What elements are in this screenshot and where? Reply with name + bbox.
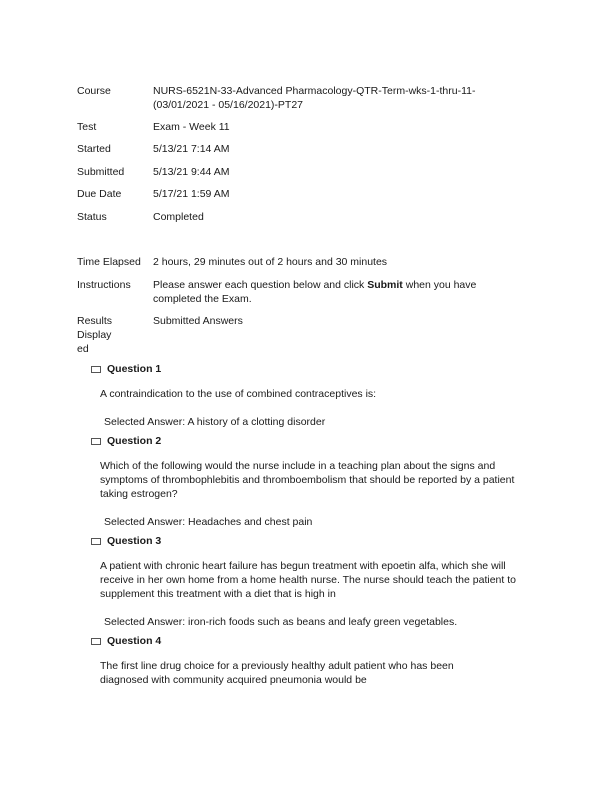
due-date-row xyxy=(77,187,547,201)
time-elapsed-value: 2 hours, 29 minutes out of 2 hours and 30 minutes xyxy=(153,256,388,268)
question-text: The first line drug choice for a previously healthy adult patient who has been diagnosed with community acquired pneumonia would be xyxy=(100,660,454,686)
question-header[interactable] xyxy=(91,434,541,448)
collapse-toggle-icon[interactable] xyxy=(91,638,101,645)
submitted-value: 5/13/21 9:44 AM xyxy=(153,166,230,178)
question-title: Question 1 xyxy=(107,363,162,375)
question-text: Which of the following would the nurse include in a teaching plan about the signs and symptoms of thrombophlebitis and thromboembolism that should be reported by a patient taking estrogen? xyxy=(100,460,515,500)
course-row xyxy=(77,84,547,112)
status-value: Completed xyxy=(153,211,204,223)
selected-answer: Selected Answer: A history of a clotting disorder xyxy=(104,416,326,428)
instructions-submit-word: Submit xyxy=(367,279,403,291)
question-text: A contraindication to the use of combined contraceptives is: xyxy=(100,388,377,400)
time-elapsed-row xyxy=(77,255,547,269)
course-label: Course xyxy=(77,85,111,97)
status-label: Status xyxy=(77,211,107,223)
status-row xyxy=(77,210,547,224)
question-title: Question 2 xyxy=(107,435,162,447)
question-header[interactable] xyxy=(91,634,541,648)
test-row xyxy=(77,120,547,134)
question-header[interactable] xyxy=(91,534,541,548)
results-displayed-row xyxy=(77,314,547,356)
question-title: Question 3 xyxy=(107,535,162,547)
question-header[interactable] xyxy=(91,362,541,376)
course-value: NURS-6521N-33-Advanced Pharmacology-QTR-Term-wks-1-thru-11-(03/01/2021 - 05/16/2021)-PT27 xyxy=(153,85,476,111)
test-label: Test xyxy=(77,121,97,133)
collapse-toggle-icon[interactable] xyxy=(91,538,101,545)
question-block-2 xyxy=(91,434,541,529)
instructions-value xyxy=(153,278,547,306)
instructions-row xyxy=(77,278,547,306)
question-title: Question 4 xyxy=(107,635,162,647)
due-date-value: 5/17/21 1:59 AM xyxy=(153,188,230,200)
instructions-text-post: when you have completed the Exam. xyxy=(153,279,477,305)
started-label: Started xyxy=(77,143,111,155)
collapse-toggle-icon[interactable] xyxy=(91,366,101,373)
results-displayed-label: Results Displayed xyxy=(77,315,113,355)
submitted-row xyxy=(77,165,547,179)
results-displayed-value: Submitted Answers xyxy=(153,315,243,327)
selected-answer: Selected Answer: iron-rich foods such as beans and leafy green vegetables. xyxy=(104,616,458,628)
started-value: 5/13/21 7:14 AM xyxy=(153,143,230,155)
test-value: Exam - Week 11 xyxy=(153,121,230,133)
selected-answer: Selected Answer: Headaches and chest pain xyxy=(104,516,313,528)
question-block-1 xyxy=(91,362,541,429)
instructions-text-pre: Please answer each question below and click xyxy=(153,279,368,291)
submitted-label: Submitted xyxy=(77,166,125,178)
collapse-toggle-icon[interactable] xyxy=(91,438,101,445)
time-elapsed-label: Time Elapsed xyxy=(77,256,141,268)
question-text: A patient with chronic heart failure has begun treatment with epoetin alfa, which she will receive in her own home from a home health nurse. The nurse should teach the patient to supplement this treatment with a diet that is high in xyxy=(100,560,516,600)
started-row xyxy=(77,142,547,156)
instructions-label: Instructions xyxy=(77,279,131,291)
question-block-3 xyxy=(91,534,541,629)
question-block-4 xyxy=(91,634,541,687)
due-date-label: Due Date xyxy=(77,188,122,200)
